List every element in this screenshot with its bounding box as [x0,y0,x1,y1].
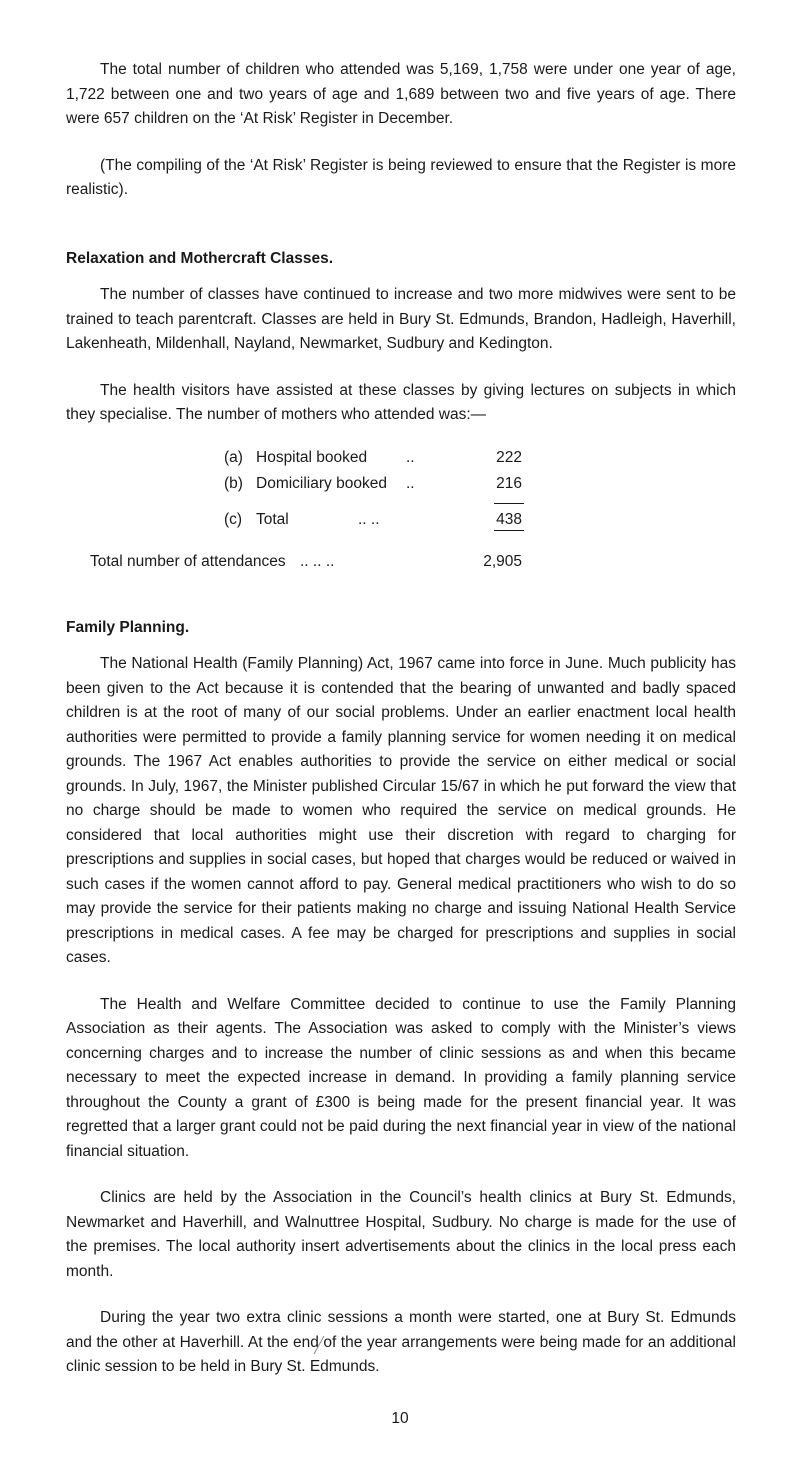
stray-pen-mark [312,1335,326,1355]
family-paragraph-4: During the year two extra clinic sessions a month were started, one at Bury St. Edmunds and the other at Haverhill. At the end of the year arrangements were being made for an additional clinic session to be held in Bury St. Edmunds. [66,1309,736,1375]
family-paragraph-3: Clinics are held by the Association in the Council’s health clinics at Bury St. Edmunds, Newmarket and Haverhill, and Walnuttree Hospital, Sudbury. No charge is made for the use of the premises. The local authority insert advertisements about the clinics in the local press each month. [66,1189,736,1280]
row-label: Total [256,510,289,528]
attendance-dots: .. .. .. [300,552,335,570]
row-letter: (b) [224,474,243,492]
row-letter: (c) [224,510,243,528]
row-label: Domiciliary booked [256,474,387,492]
intro-paragraph-1: The total number of children who attended was 5,169, 1,758 were under one year of age, 1,722 between one and two years of age and 1,689 between two and five years of age. There were 657 children on the ‘At Risk’ Register in December. [66,61,736,127]
family-paragraph-2: The Health and Welfare Committee decided to continue to use the Family Planning Association as their agents. The Association was asked to comply with the Minister’s views concerning charges and to increase the number of clinic sessions as and when this became necessary to meet the expected increase in demand. In providing a family planning service throughout the County a grant of £300 is being made for the present financial year. It was regretted that a larger grant could not be paid during the next financial year in view of the national financial situation. [66,995,736,1160]
row-value: 438 [496,510,522,528]
attendance-table [66,446,736,616]
sum-rule-top [494,503,524,504]
page-number: 10 [391,1410,409,1427]
row-dots: .. [406,474,415,492]
intro-paragraph-2: (The compiling of the ‘At Risk’ Register is being reviewed to ensure that the Register is more realistic). [66,156,736,198]
row-label: Hospital booked [256,448,368,466]
row-value: 222 [496,448,522,466]
relaxation-paragraph-2: The health visitors have assisted at these classes by giving lectures on subjects in which they specialise. The number of mothers who attended was:— [66,381,736,423]
row-dots: .. [406,448,415,466]
attendance-label: Total number of attendances [90,552,286,570]
family-paragraph-1: The National Health (Family Planning) Act, 1967 came into force in June. Much publicity has been given to the Act because it is contended that the bearing of unwanted and badly spaced children is at the root of many of our social problems. Under an earlier enactment local health authorities were permitted to provide a family planning service for women needing it on medical grounds. The 1967 Act enables authorities to provide the service on either medical or social grounds. In July, 1967, the Minister published Circular 15/67 in which he put forward the view that no charge should be made to women who required the service on medical grounds. He considered that local authorities might use their discretion with regard to charging for prescriptions and supplies in social cases, but hoped that charges would be reduced or waived in such cases if the women cannot afford to pay. General medical practitioners who wish to do so may provide the service for their patients making no charge and issuing National Health Service prescriptions in medical cases. A fee may be charged for prescriptions and supplies in social cases. [66,655,736,966]
relaxation-paragraph-1: The number of classes have continued to increase and two more midwives were sent to be trained to teach parentcraft. Classes are held in Bury St. Edmunds, Brandon, Hadleigh, Haverhill, Lakenheath, Mildenhall, Nayland, Newmarket, Sudbury and Kedington. [66,286,736,352]
relaxation-heading: Relaxation and Mothercraft Classes. [66,249,334,267]
row-letter: (a) [224,448,243,466]
document-body [66,58,736,1380]
row-dots: .. .. [358,510,380,528]
row-value: 216 [496,474,522,492]
sum-rule-bottom [494,530,524,531]
attendance-value: 2,905 [483,552,522,570]
family-planning-heading: Family Planning. [66,618,190,636]
